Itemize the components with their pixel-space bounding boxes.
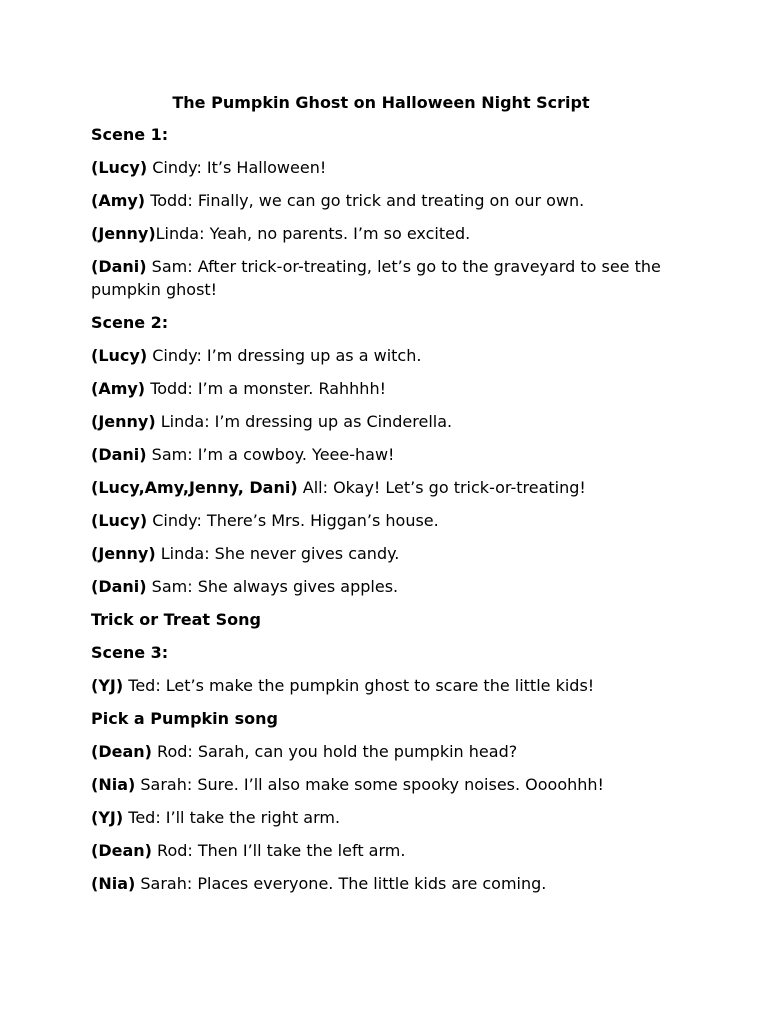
actor-name: (Amy) [91,191,146,210]
scene-heading: Scene 3: [91,643,169,662]
dialogue-text: Rod: Then I’ll take the left arm. [157,841,406,860]
actor-name: (YJ) [91,808,124,827]
actor-name: (Nia) [91,775,136,794]
dialogue-text: Sarah: Places everyone. The little kids are coming. [140,874,547,893]
dialogue-line [91,222,681,245]
dialogue-text: Sam: She always gives apples. [151,577,399,596]
dialogue-text: Todd: I’m a monster. Rahhhh! [150,379,386,398]
actor-name: (Dani) [91,257,147,276]
actor-name: (Nia) [91,874,136,893]
dialogue-text: Todd: Finally, we can go trick and treating on our own. [150,191,585,210]
dialogue-line [91,773,681,796]
actor-name: (Jenny) [91,224,156,243]
actor-name: (Dean) [91,841,152,860]
dialogue-text: Sam: I’m a cowboy. Yeee-haw! [151,445,395,464]
document-title: The Pumpkin Ghost on Halloween Night Script [172,93,590,112]
dialogue-line [91,839,681,862]
dialogue-text: Ted: Let’s make the pumpkin ghost to scare the little kids! [128,676,595,695]
actor-name: (Dean) [91,742,152,761]
dialogue-text: Linda: I’m dressing up as Cinderella. [160,412,453,431]
dialogue-line [91,575,681,598]
dialogue-line [91,542,681,565]
dialogue-line [91,255,681,301]
actor-name: (Jenny) [91,544,156,563]
dialogue-line [91,344,681,367]
actor-name: (YJ) [91,676,124,695]
dialogue-line [91,674,681,697]
actor-name: (Dani) [91,577,147,596]
script-page [91,90,681,905]
actor-name: (Lucy) [91,511,148,530]
dialogue-line [91,443,681,466]
dialogue-text: Linda: She never gives candy. [160,544,400,563]
actor-name: (Jenny) [91,412,156,431]
scene-heading: Trick or Treat Song [91,610,261,629]
scene-heading: Scene 2: [91,313,169,332]
dialogue-line [91,476,681,499]
dialogue-text: Sam: After trick-or-treating, let’s go to the graveyard to see the pumpkin ghost! [91,257,661,299]
dialogue-text: Ted: I’ll take the right arm. [128,808,341,827]
dialogue-line [91,872,681,895]
scene-heading: Scene 1: [91,125,169,144]
dialogue-line [91,156,681,179]
actor-name: (Dani) [91,445,147,464]
dialogue-text: Rod: Sarah, can you hold the pumpkin head? [157,742,518,761]
dialogue-line [91,377,681,400]
dialogue-line [91,410,681,433]
scene-heading: Pick a Pumpkin song [91,709,278,728]
dialogue-text: Cindy: It’s Halloween! [152,158,327,177]
actor-name: (Lucy) [91,158,148,177]
dialogue-text: Linda: Yeah, no parents. I’m so excited. [155,224,471,243]
actor-name: (Lucy,Amy,Jenny, Dani) [91,478,298,497]
actor-name: (Amy) [91,379,146,398]
script-lines [91,123,681,895]
dialogue-text: All: Okay! Let’s go trick-or-treating! [302,478,586,497]
dialogue-line [91,740,681,763]
dialogue-text: Sarah: Sure. I’ll also make some spooky noises. Oooohhh! [140,775,604,794]
dialogue-text: Cindy: I’m dressing up as a witch. [152,346,422,365]
actor-name: (Lucy) [91,346,148,365]
dialogue-line [91,509,681,532]
dialogue-line [91,806,681,829]
dialogue-text: Cindy: There’s Mrs. Higgan’s house. [152,511,439,530]
dialogue-line [91,189,681,212]
